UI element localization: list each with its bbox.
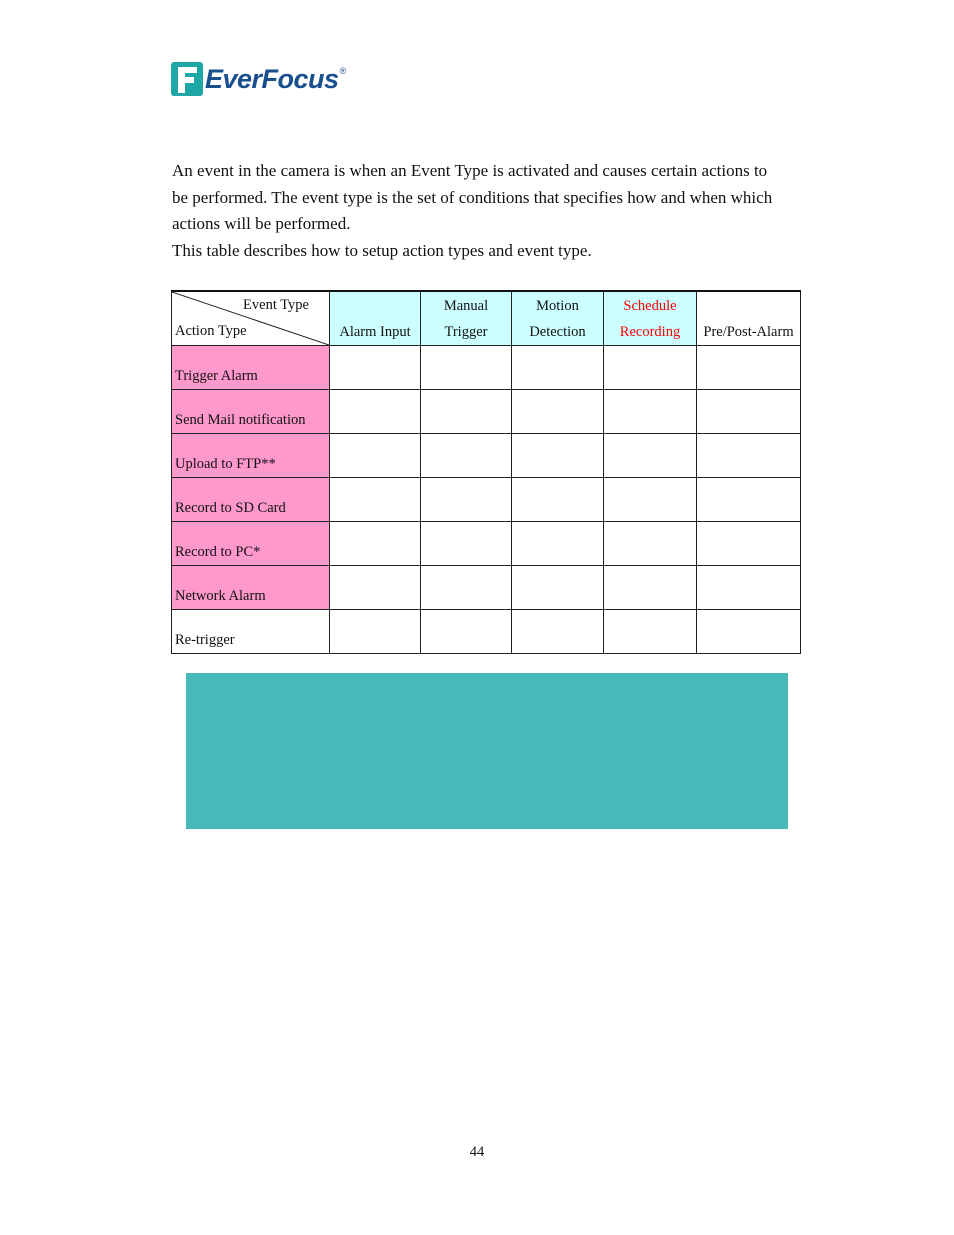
table-cell — [604, 434, 697, 478]
table-row — [172, 434, 801, 478]
page-number: 44 — [469, 1144, 485, 1160]
header-schedule-recording: Schedule Recording — [604, 291, 697, 346]
corner-action-type-label: Action Type — [175, 323, 247, 339]
action-event-table — [171, 290, 801, 654]
table-cell — [421, 566, 512, 610]
action-type-cell: Upload to FTP** — [172, 434, 330, 478]
intro-text — [172, 158, 782, 264]
table-cell — [330, 390, 421, 434]
table-cell — [421, 478, 512, 522]
table-cell — [330, 346, 421, 390]
table-cell — [697, 478, 801, 522]
table-cell — [604, 346, 697, 390]
table-cell — [604, 390, 697, 434]
table-cell — [421, 610, 512, 654]
table-cell — [330, 478, 421, 522]
table-row — [172, 566, 801, 610]
table-row — [172, 610, 801, 654]
table-row — [172, 522, 801, 566]
table-cell — [330, 610, 421, 654]
action-type-cell: Re-trigger — [172, 610, 330, 654]
table-corner-cell — [172, 291, 330, 346]
everfocus-logo-icon — [171, 62, 203, 96]
table-cell — [330, 434, 421, 478]
table-cell — [421, 346, 512, 390]
table-cell — [697, 346, 801, 390]
table-cell — [697, 522, 801, 566]
table-cell — [697, 566, 801, 610]
header-manual-trigger: Manual Trigger — [421, 291, 512, 346]
logo-registered-mark: ® — [339, 66, 347, 76]
header-alarm-input: Alarm Input — [330, 291, 421, 346]
corner-event-type-label: Event Type — [243, 297, 309, 313]
action-type-cell: Network Alarm — [172, 566, 330, 610]
table-cell — [512, 346, 604, 390]
intro-paragraph: This table describes how to setup action types and event type. — [172, 240, 592, 260]
table-cell — [421, 390, 512, 434]
table-cell — [604, 610, 697, 654]
table-cell — [421, 522, 512, 566]
table-cell — [604, 478, 697, 522]
everfocus-logo — [171, 61, 346, 97]
table-header-row — [172, 291, 801, 346]
action-type-cell: Record to SD Card — [172, 478, 330, 522]
table-cell — [512, 566, 604, 610]
table-cell — [330, 566, 421, 610]
table-cell — [512, 478, 604, 522]
table-cell — [512, 610, 604, 654]
table-row — [172, 478, 801, 522]
header-motion-detection: Motion Detection — [512, 291, 604, 346]
table-cell — [697, 434, 801, 478]
logo-brand-text: EverFocus — [205, 64, 339, 94]
table-cell — [512, 434, 604, 478]
table-row — [172, 346, 801, 390]
note-box — [186, 673, 788, 829]
header-pre-post-alarm: Pre/Post-Alarm — [697, 291, 801, 346]
intro-paragraph: An event in the camera is when an Event Type is activated and causes certain actions to be performed. The event type is the set of conditions that specifies how and when which actions will be performed. — [172, 161, 773, 234]
table-cell — [697, 610, 801, 654]
action-type-cell: Record to PC* — [172, 522, 330, 566]
table-cell — [512, 390, 604, 434]
table-row — [172, 390, 801, 434]
table-cell — [512, 522, 604, 566]
table-cell — [604, 566, 697, 610]
action-type-cell: Send Mail notification — [172, 390, 330, 434]
table-cell — [604, 522, 697, 566]
action-type-cell: Trigger Alarm — [172, 346, 330, 390]
table-cell — [697, 390, 801, 434]
table-cell — [330, 522, 421, 566]
table-cell — [421, 434, 512, 478]
